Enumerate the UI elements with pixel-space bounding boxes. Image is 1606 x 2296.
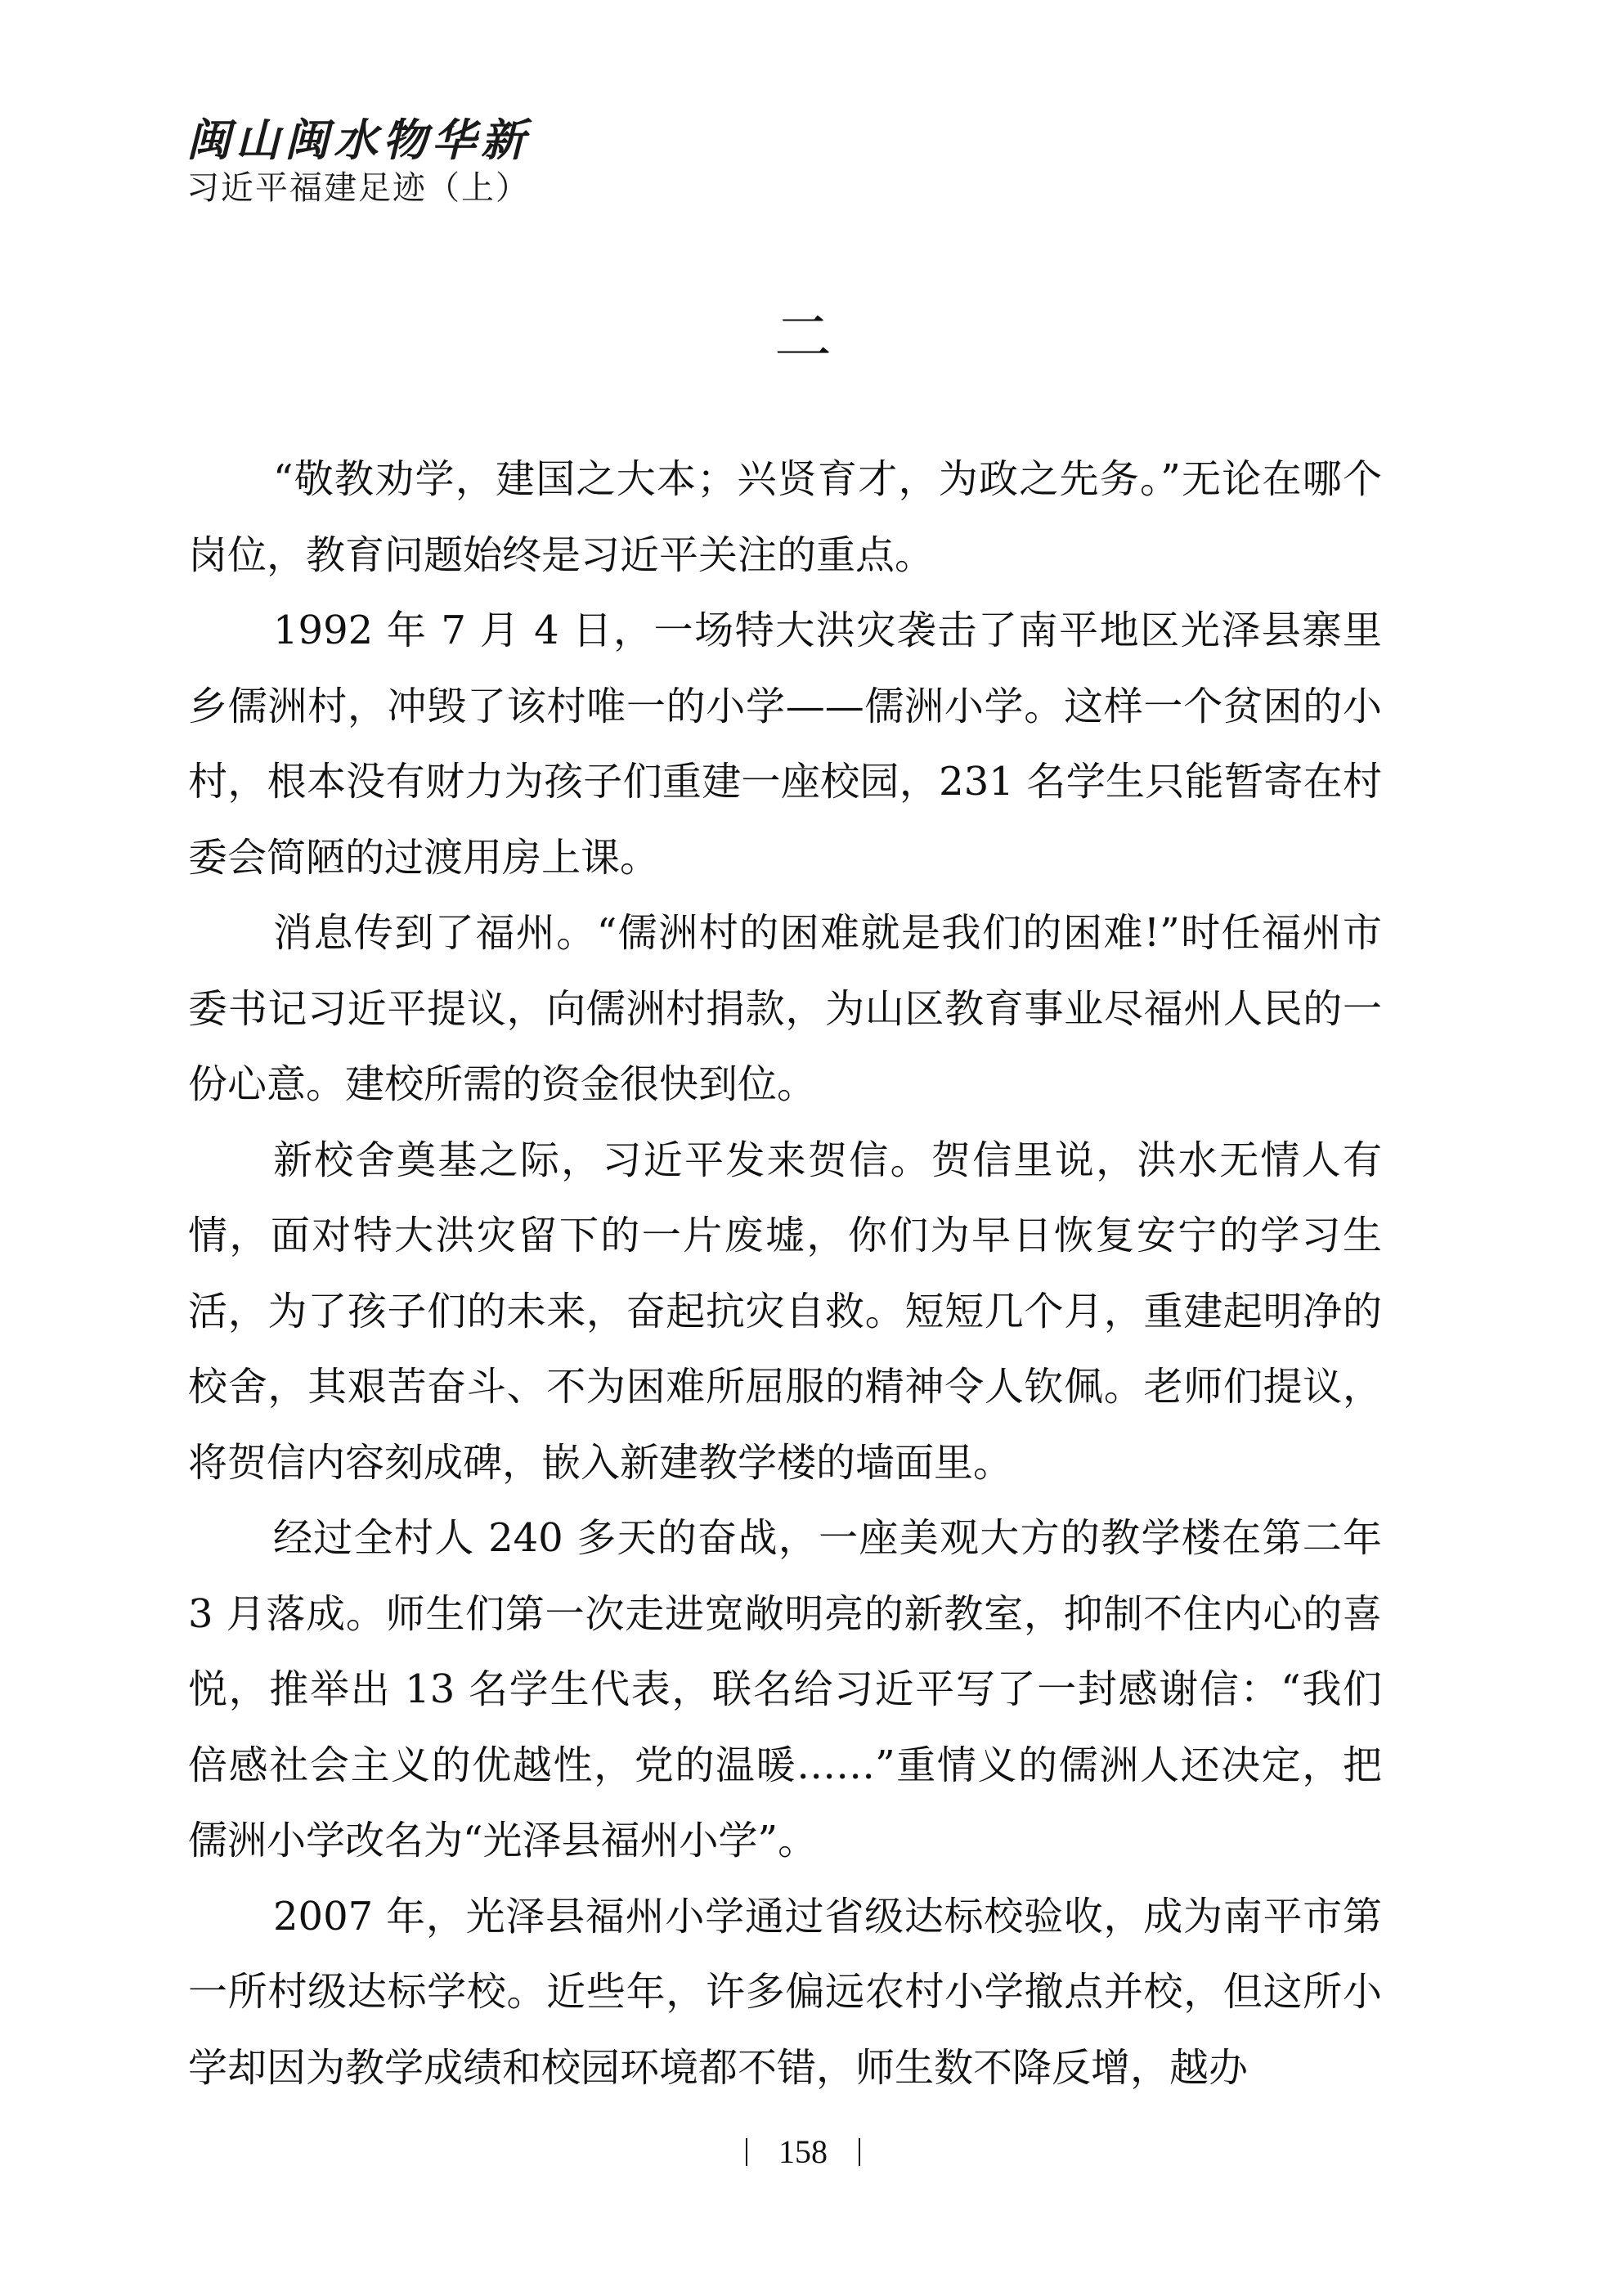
page-number: 158 bbox=[778, 2132, 828, 2170]
folio-rule-left bbox=[746, 2138, 747, 2166]
paragraph: 消息传到了福州。“儒洲村的困难就是我们的困难!”时任福州市委书记习近平提议，向儒洲村捐款，为山区教育事业尽福州人民的一份心意。建校所需的资金很快到位。 bbox=[188, 910, 1382, 1107]
book-subtitle: 习近平福建足迹（上） bbox=[186, 169, 530, 207]
paragraph: 经过全村人 240 多天的奋战，一座美观大方的教学楼在第二年 3 月落成。师生们第一次走进宽敞明亮的新教室，抑制不住内心的喜悦，推举出 13 名学生代表，联名给习近平写了一封感谢信：“我们倍感社会主义的优越性，党的温暖……”重情义的儒洲人还决定，把儒洲小学改名为“光泽县福州小学”。 bbox=[188, 1515, 1382, 1863]
paragraph: 新校舍奠基之际，习近平发来贺信。贺信里说，洪水无情人有情，面对特大洪灾留下的一片废墟，你们为早日恢复安宁的学习生活，为了孩子们的未来，奋起抗灾自救。短短几个月，重建起明净的校舍，其艰苦奋斗、不为困难所屈服的精神令人钦佩。老师们提议，将贺信内容刻成碑，嵌入新建教学楼的墙面里。 bbox=[188, 1137, 1382, 1486]
paragraph: 2007 年，光泽县福州小学通过省级达标校验收，成为南平市第一所村级达标学校。近些年，许多偏远农村小学撤点并校，但这所小学却因为教学成绩和校园环境都不错，师生数不降反增，越办 bbox=[188, 1893, 1382, 2091]
body-text bbox=[188, 442, 1382, 2105]
running-head bbox=[186, 114, 759, 208]
folio-rule-right bbox=[859, 2138, 860, 2166]
paragraph: “敬教劝学，建国之大本；兴贤育才，为政之先务。”无论在哪个岗位，教育问题始终是习近平关注的重点。 bbox=[188, 456, 1382, 578]
book-title: 闽山闽水物华新 bbox=[186, 114, 530, 166]
paragraph: 1992 年 7 月 4 日，一场特大洪灾袭击了南平地区光泽县寨里乡儒洲村，冲毁了该村唯一的小学——儒洲小学。这样一个贫困的小村，根本没有财力为孩子们重建一座校园，231 名学生只能暂寄在村委会简陋的过渡用房上课。 bbox=[188, 608, 1382, 881]
section-number: 二 bbox=[774, 303, 832, 370]
page-footer bbox=[0, 2126, 1606, 2175]
